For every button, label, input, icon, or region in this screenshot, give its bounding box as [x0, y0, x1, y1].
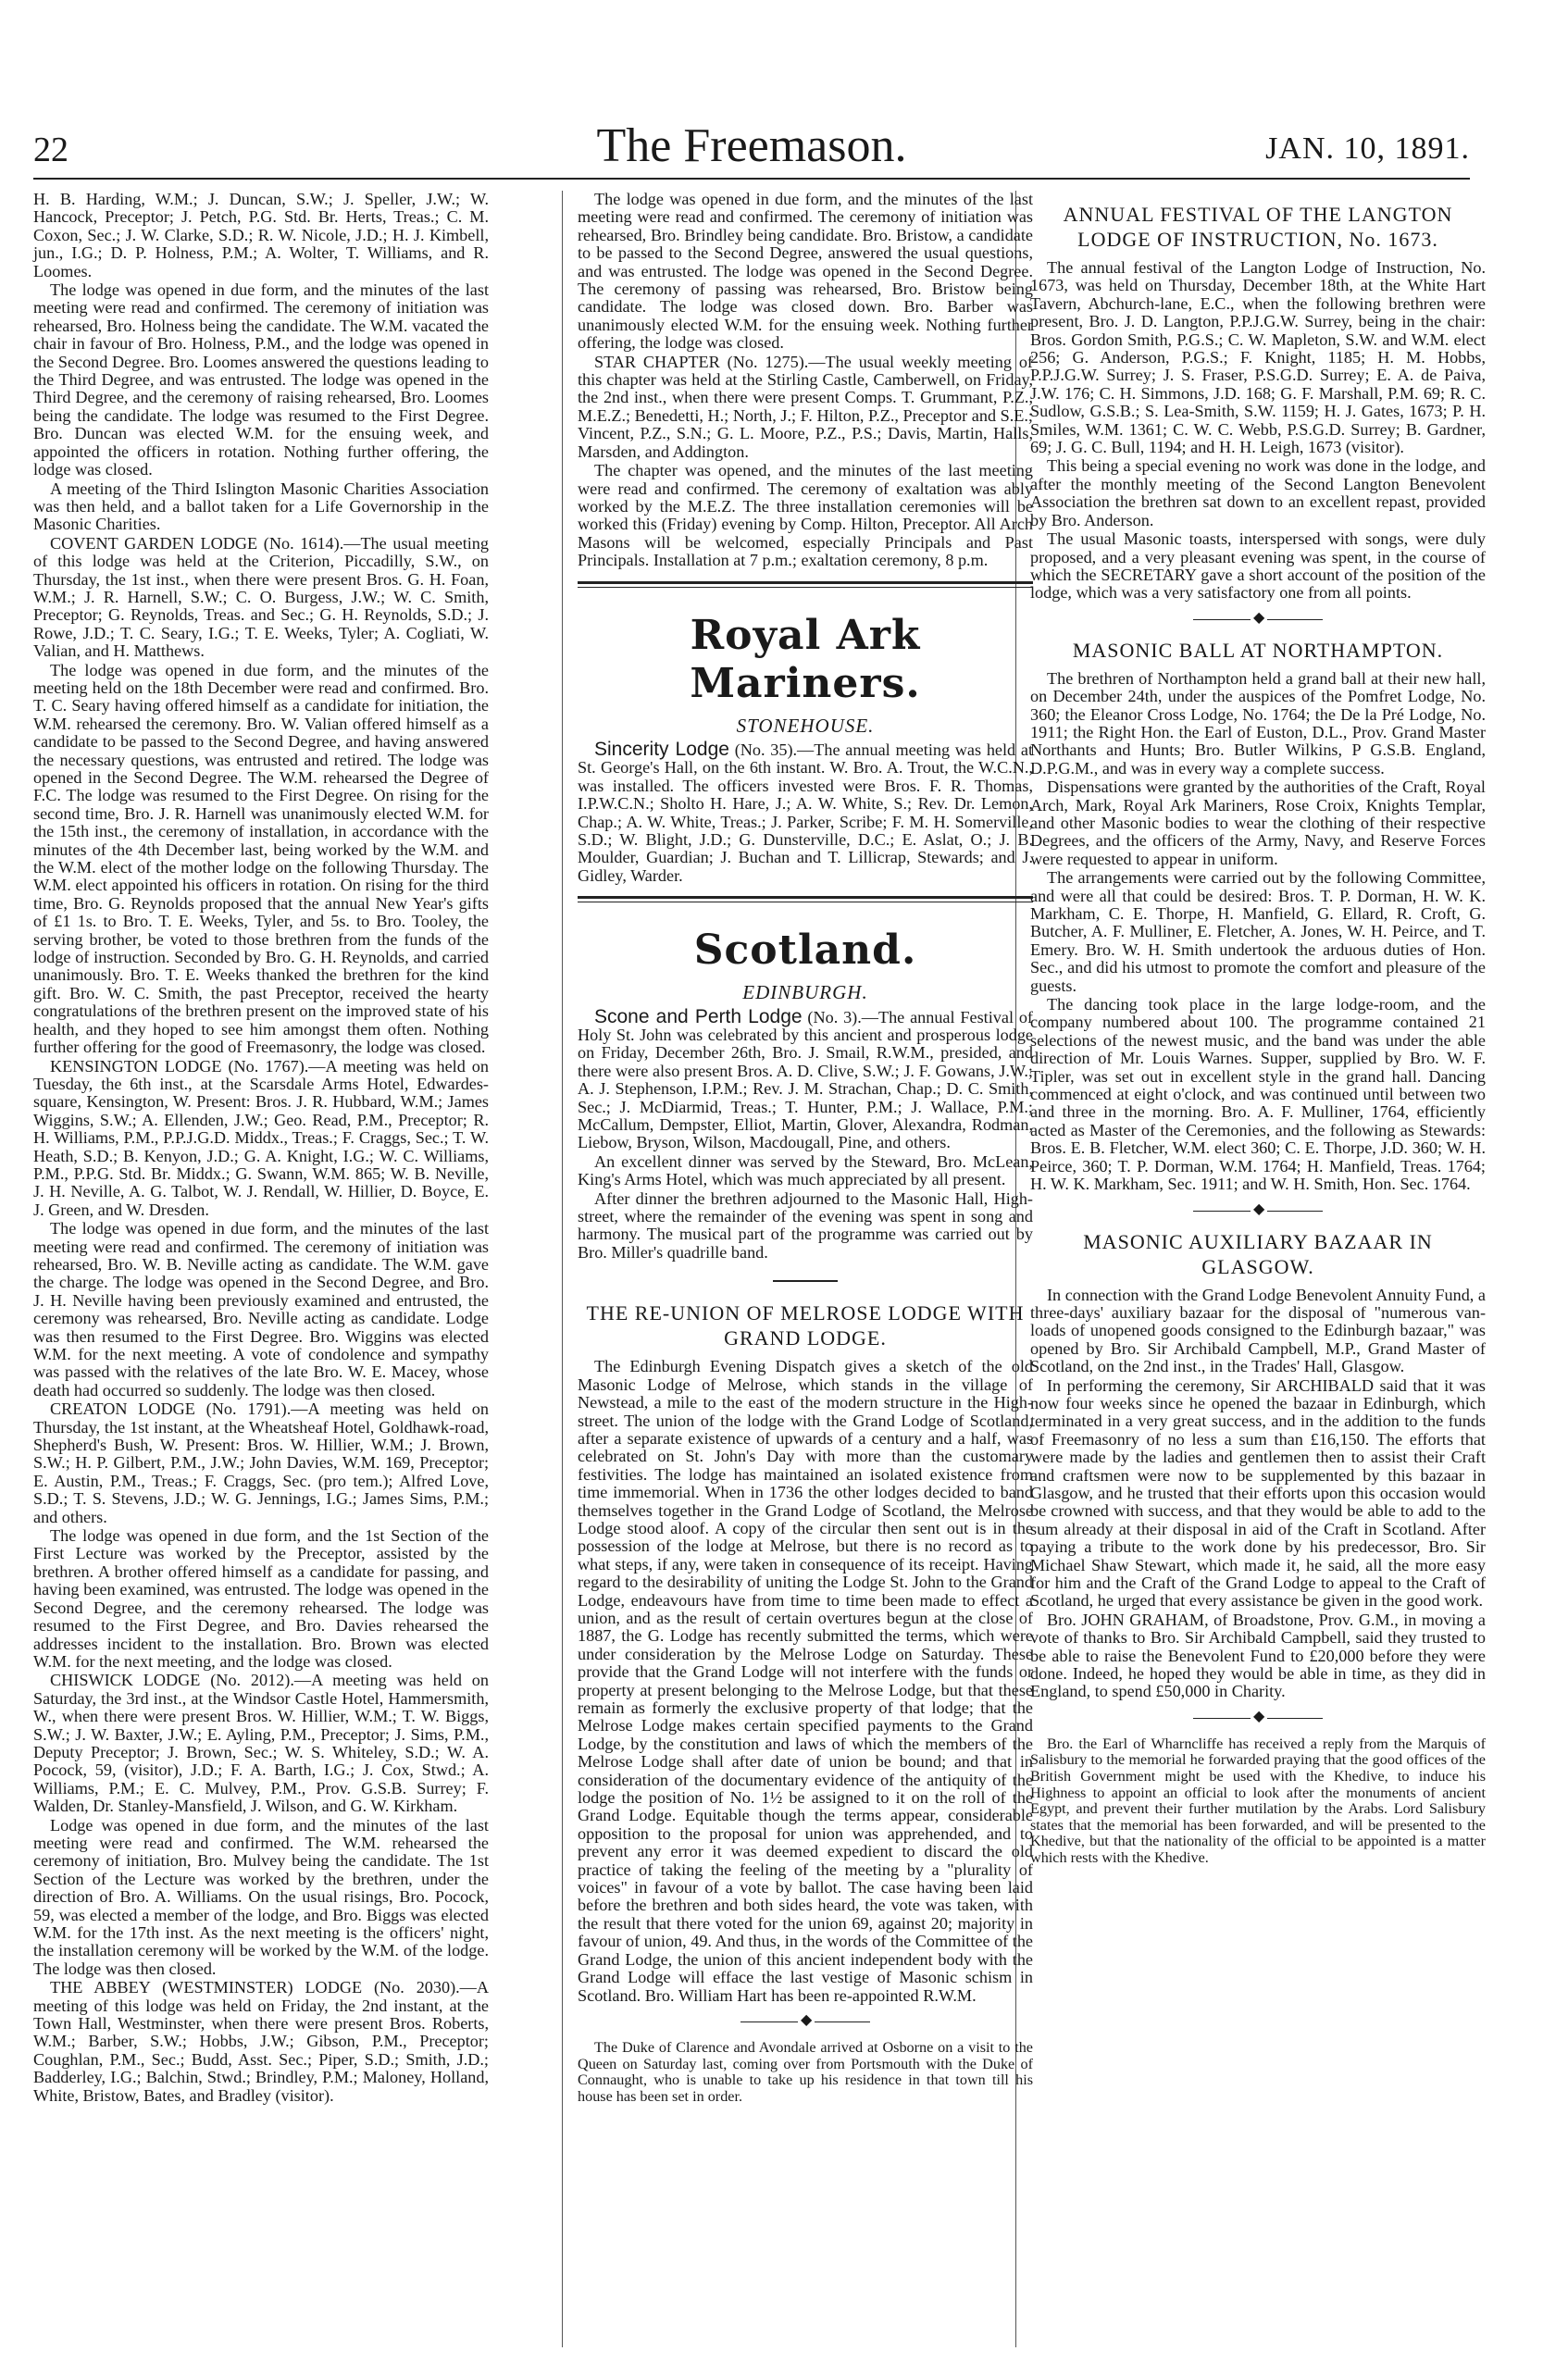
ornament-divider	[740, 2011, 870, 2028]
article-paragraph	[578, 740, 1033, 885]
article-paragraph: The lodge was opened in due form, and the minutes of the last meeting were read and confirmed. The ceremony of initiation was rehearsed, Bro. W. B. Neville acting as candidate. The W.M. gave the charge. The lodge was opened in the Second Degree, and Bro. J. H. Neville having been previously examined and entrusted, the ceremony was rehearsed, Bro. Neville acting as candidate. Lodge was then resumed to the First Degree. Bro. Wiggins was elected W.M. for the next meeting. A vote of condolence and sympathy was passed with the relatives of the late Bro. W. E. Macey, whose death had occurred so suddenly. The lodge was then closed.	[33, 1219, 489, 1399]
article-paragraph: In performing the ceremony, Sir ARCHIBALD said that it was now four weeks since he opened the bazaar in Edinburgh, which terminated in a very great success, and in the addition to the funds of Freemasonry of no less a sum than £16,150. The efforts that were made by the ladies and gentlemen then to assist their Craft and craftsmen were now to be supplemented by this bazaar in Glasgow, and he trusted that their efforts upon this occasion would be crowned with success, and that they would be able to add to the sum already at their disposal in aid of the Craft in Scotland. After paying a tribute to the work done by his predecessor, Bro. Sir Michael Shaw Stewart, which made it, he said, all the more easy for him and the Craft of the Grand Lodge to appeal to the Craft of Scotland, he urged that every assistance be given in the good work.	[1030, 1375, 1486, 1611]
article-paragraph: The brethren of Northampton held a grand ball at their new hall, on December 24th, under the auspices of the Pomfret Lodge, No. 360; the Eleanor Cross Lodge, No. 1764; the De la Pré Lodge, No. 1911; the Right Hon. the Earl of Euston, D.L., Prov. Grand Master Northants and Hunts; Bro. Butler Wilkins, P G.S.B. England, D.P.G.M., and was in every way a complete success.	[1030, 668, 1486, 777]
location-subheading: EDINBURGH.	[742, 981, 868, 1004]
location-subheading: STONEHOUSE.	[736, 714, 875, 737]
article-paragraph: In connection with the Grand Lodge Benevolent Annuity Fund, a three-days' auxiliary bazaar for the disposal of "numerous van-loads of unopened goods consigned to the Edinburgh bazaar," was opened by Bro. Sir Archibald Campbell, M.P., Grand Master of Scotland, on the 2nd inst., in the Trades' Hall, Glasgow.	[1030, 1285, 1486, 1376]
ornament-divider	[1193, 1708, 1323, 1724]
article-paragraph	[578, 1005, 1033, 1152]
masthead-rule	[33, 178, 1470, 180]
article-paragraph: This being a special evening no work was done in the lodge, and after the monthly meeting of the Second Langton Benevolent Association the brethren sat down to an excellent repast, provided by Bro. Anderson.	[1030, 456, 1486, 529]
diamond-icon: ◆	[1251, 609, 1267, 627]
ornament-divider	[1193, 1200, 1323, 1217]
article-paragraph: The chapter was opened, and the minutes of the last meeting were read and confirmed. The ceremony of exaltation was ably worked by the M.E.Z. The three installation ceremonies will be worked this (Friday) evening by Comp. Hilton, Preceptor. All Arch Masons will be welcomed, especially Principals and Past Principals. Installation at 7 p.m.; exaltation ceremony, 8 p.m.	[578, 461, 1033, 570]
lodge-name: Sincerity Lodge	[594, 738, 729, 760]
article-paragraph: The Duke of Clarence and Avondale arrived at Osborne on a visit to the Queen on Saturday last, coming over from Portsmouth with the Duke of Connaught, who is unable to take up his residence in that town till his house has been set in order.	[578, 2038, 1033, 2105]
article-paragraph: The usual Masonic toasts, interspersed with songs, were duly proposed, and a very pleasant evening was spent, in the course of which the SECRETARY gave a short account of the position of the lodge, which was a very satisfactory one from all points.	[1030, 529, 1486, 603]
article-paragraph: H. B. Harding, W.M.; J. Duncan, S.W.; J. Speller, J.W.; W. Hancock, Preceptor; J. Petch, P.G. Std. Br. Herts, Treas.; C. M. Coxon, Sec.; J. W. Clarke, S.D.; R. W. Nicole, J.D.; H. J. Kimbell, jun., I.G.; D. P. Holness, P.M.; A. Wolter, T. Williams, and R. Loomes.	[33, 190, 489, 280]
section-heading: ANNUAL FESTIVAL OF THE LANGTON LODGE OF INSTRUCTION, No. 1673.	[1063, 203, 1453, 251]
article-paragraph: The Edinburgh Evening Dispatch gives a sketch of the old Masonic Lodge of Melrose, which stands in the village of Newstead, a mile to the east of the modern structure in the High-street. The union of the lodge with the Grand Lodge of Scotland, after a separate existence of upwards of a century and a half, was celebrated on St. John's Day with more than the customary festivities. The lodge has maintained an isolated existence from time immemorial. When in 1736 the other lodges decided to band themselves together in the Grand Lodge of Scotland, the Melrose Lodge stood aloof. A copy of the circular then sent out is in the possession of the lodge at Melrose, but there is no record as to what steps, if any, were taken in consequence of its receipt. Having regard to the desirability of uniting the Lodge St. John to the Grand Lodge, endeavours have from time to time been made to effect a union, and as the result of certain overtures begun at the close of 1887, the G. Lodge has recently submitted the terms, which were under consideration by the Melrose Lodge on Saturday. These provide that the Grand Lodge will not interfere with the funds or property at present belonging to the Melrose Lodge, but that these remain as formerly the exclusive property of that lodge; that the Melrose Lodge makes certain specified payments to the Grand Lodge, by the constitution and laws of which the members of the Melrose Lodge shall after date of union be bound; and that in consideration of the documentary evidence of the antiquity of the lodge the position of No. 1½ be assigned to it on the roll of the Grand Lodge. Equitable though the terms appear, considerable opposition to the proposal for union was apprehended, and to prevent any error it was deemed expedient to discard the old practice of taking the feeling of the meeting by a "plurality of voices" in favour of a vote by ballot. The case having been laid before the brethren and both sides heard, the vote was taken, with the result that there voted for the union 69, against 20; majority in favour of union, 49. And thus, in the words of the Committee of the Grand Lodge, the union of this ancient independent body with the Grand Lodge will efface the last vestige of Masonic schism in Scotland. Bro. William Hart has been re-appointed R.W.M.	[578, 1357, 1034, 2005]
column-1	[33, 191, 489, 2106]
article-paragraph: After dinner the brethren adjourned to the Masonic Hall, High-street, where the remainder of the evening was spent in song and harmony. The musical part of the programme was carried out by Bro. Miller's quadrille band.	[578, 1188, 1033, 1262]
article-paragraph: The lodge was opened in due form, and the minutes of the meeting held on the 18th December were read and confirmed. Bro. T. C. Seary having offered himself as a candidate for initiation, the W.M. rehearsed the ceremony. Bro. W. Valian offered himself as a candidate to be passed to the Second Degree, and having answered the necessary questions, was entrusted and retired. The lodge was opened in the Second Degree. The W.M. rehearsed the Degree of F.C. The lodge was resumed to the First Degree. On rising for the second time, Bro. J. R. Harnell was unanimously elected W.M. for the 15th inst., the ceremony of installation, in accordance with the minutes of the 4th December last, being worked by the W.M. and the W.M. elect of the mother lodge on the following Thursday. The W.M. elect appointed his officers in rotation. On rising for the third time, Bro. G. Reynolds proposed that the annual New Year's gifts of £1 1s. to Bro. T. E. Weeks, Tyler, and 5s. to Bro. Tooley, the serving brother, be voted to those brethren from the funds of the lodge of instruction. Seconded by Bro. G. H. Reynolds, and carried unanimously. Bro. T. E. Weeks thanked the brethren for the kind gift. Bro. W. C. Smith, the past Preceptor, received the hearty congratulations of the brethren present on the improved state of his health, and they hoped to see him amongst them often. Nothing further offering for the good of Freemasonry, the lodge was closed.	[33, 660, 489, 1057]
article-paragraph: STAR CHAPTER (No. 1275).—The usual weekly meeting of this chapter was held at the Stirling Castle, Camberwell, on Friday, the 2nd inst., when there were present Comps. T. Grummant, P.Z., M.E.Z.; Benedetti, H.; North, J.; F. Hilton, P.Z., Preceptor and S.E.; Vincent, P.Z., S.N.; G. L. Moore, P.Z., P.S.; Davis, Martin, Halls, Marsden, and Addington.	[578, 352, 1033, 461]
diamond-icon: ◆	[798, 2011, 815, 2029]
article-paragraph: The lodge was opened in due form, and the 1st Section of the First Lecture was worked by the Preceptor, assisted by the brethren. A brother offered himself as a candidate for passing, and having been examined, was entrusted. The lodge was opened in the Second Degree, and the ceremony rehearsed. The lodge was resumed to the First Degree, and Bro. Davies rehearsed the addresses incident to the installation. Bro. Brown was elected W.M. for the next meeting, and the lodge was closed.	[33, 1526, 489, 1671]
article-paragraph: CREATON LODGE (No. 1791).—A meeting was held on Thursday, the 1st instant, at the Wheatsheaf Hotel, Goldhawk-road, Shepherd's Bush, W. Present: Bros. W. Hillier, W.M.; J. Brown, S.W.; H. P. Gilbert, P.M., J.W.; John Davies, W.M. 169, Preceptor; E. Austin, P.M., Treas.; F. Craggs, Sec. (pro tem.); Alfred Love, S.D.; T. S. Stevens, J.D.; W. G. Jennings, I.G.; James Sims, P.M.; and others.	[33, 1399, 489, 1526]
section-heading: MASONIC AUXILIARY BAZAAR IN GLASGOW.	[1083, 1229, 1433, 1278]
diamond-icon: ◆	[1251, 1200, 1267, 1218]
article-paragraph: The lodge was opened in due form, and the minutes of the last meeting were read and confirmed. The ceremony of initiation was rehearsed, Bro. Holness being the candidate. The W.M. vacated the chair in favour of Bro. Holness, P.M., and the lodge was opened in the Second Degree. Bro. Loomes answered the questions leading to the Third Degree, and was entrusted. The lodge was opened in the Third Degree, and the ceremony of raising rehearsed, Bro. Loomes being the candidate. The lodge was resumed to the First Degree. Bro. Duncan was elected W.M. for the ensuing week, and appointed the officers in rotation. Nothing further offering, the lodge was closed.	[33, 280, 489, 479]
issue-date: JAN. 10, 1891.	[1265, 131, 1470, 166]
ornament-divider	[1193, 609, 1323, 626]
masthead	[33, 119, 1470, 174]
short-rule	[773, 1280, 838, 1282]
article-paragraph: The annual festival of the Langton Lodge of Instruction, No. 1673, was held on Thursday, December 18th, at the White Hart Tavern, Abchurch-lane, E.C., when the following brethren were present, Bro. J. D. Langton, P.P.J.G.W. Surrey, being in the chair: Bros. Gordon Smith, P.G.S.; C. W. Mapleton, S.W. and W.M. elect 256; G. Anderson, P.G.S.; F. Knight, 1185; H. M. Hobbs, P.P.J.G.W. Surrey; J. S. Fraser, P.S.G.D. Surrey; E. A. de Paiva, J.W. 176; C. H. Simmons, J.D. 168; G. F. Marshall, P.M. 69; R. C. Sudlow, G.S.B.; S. Lea-Smith, S.W. 1159; H. J. Gates, 1673; P. H. Smiles, W.M. 1361; C. W. C. Webb, P.S.G.D. Surrey; B. Gardner, 69; J. G. C. Bull, 1194; and H. H. Leigh, 1673 (visitor).	[1030, 258, 1486, 457]
diamond-icon: ◆	[1251, 1708, 1267, 1725]
article-paragraph: The dancing took place in the large lodge-room, and the company numbered about 100. The programme contained 21 selections of the newest music, and the band was under the able direction of Mr. Louis Warnes. Supper, supplied by Bro. W. F. Tipler, was set out in excellent style in the grand hall. Dancing commenced at eight o'clock, and was continued until between two and three in the morning. Bro. A. F. Mulliner, 1764, efficiently acted as Master of the Ceremonies, and the following as Stewards: Bros. E. B. Fletcher, W.M. elect 360; C. E. Thorpe, J.D. 360; W. H. Peirce, 360; T. P. Dorman, W.M. 1764; H. Manfield, Treas. 1764; H. W. K. Markham, Sec. 1911; and W. H. Smith, Hon. Sec. 1764.	[1030, 995, 1486, 1194]
article-paragraph: The arrangements were carried out by the following Committee, and were all that could be desired: Bros. T. P. Dorman, H. W. K. Markham, C. E. Thorpe, H. Manfield, G. Ellard, R. Croft, G. Butcher, A. F. Mulliner, E. Fletcher, A. Jones, W. H. Peirce, and T. Emery. Bro. W. H. Smith undertook the arduous duties of Hon. Sec., and did his utmost to promote the comfort and pleasure of the guests.	[1030, 868, 1486, 995]
article-paragraph: A meeting of the Third Islington Masonic Charities Association was then held, and a ballot taken for a Life Governorship in the Masonic Charities.	[33, 479, 489, 534]
section-title: Scotland.	[693, 927, 917, 975]
lodge-name: Scone and Perth Lodge	[594, 1005, 803, 1027]
paragraph-text: (No. 35).—The annual meeting was held at St. George's Hall, on the 6th instant. W. Bro. A. Trout, the W.C.N., was installed. The officers invested were Bros. F. R. Thomas, I.P.W.C.N.; Sholto H. Hare, J.; A. W. White, S.; Rev. Dr. Lemon, Chap.; A. W. White, Treas.; J. Parker, Scribe; F. M. H. Somerville, S.D.; W. Blight, J.D.; G. Dunsterville, D.C.; E. Aslat, O.; J. B. Moulder, Guardian; J. Buchan and T. Lillicrap, Stewards; and J. Gidley, Warder.	[578, 740, 1033, 885]
section-heading: MASONIC BALL AT NORTHAMPTON.	[1072, 638, 1444, 662]
section-rule	[578, 896, 1033, 902]
article-paragraph: THE ABBEY (WESTMINSTER) LODGE (No. 2030).—A meeting of this lodge was held on Friday, the 2nd instant, at the Town Hall, Westminster, when there were present Bros. Roberts, W.M.; Barber, S.W.; Hobbs, J.W.; Gibson, P.M., Preceptor; Coughlan, P.M., Sec.; Budd, Asst. Sec.; Piper, S.D.; Smith, J.D.; Badderley, I.G.; Balchin, Stwd.; Brindley, P.M.; Maloney, Holland, White, Bristow, Bates, and Bradley (visitor).	[33, 1978, 489, 2105]
article-paragraph: COVENT GARDEN LODGE (No. 1614).—The usual meeting of this lodge was held at the Criterion, Piccadilly, S.W., on Thursday, the 1st inst., when there were present Bros. G. H. Foan, W.M.; J. R. Harnell, S.W.; C. O. Burgess, J.W.; W. C. Smith, Preceptor; G. Reynolds, Treas. and Sec.; G. H. Reynolds, S.D.; J. Rowe, J.D.; T. C. Seary, I.G.; T. E. Weeks, Tyler; A. Cogliati, W. Valian, and H. Matthews.	[33, 533, 489, 661]
article-paragraph: Bro. JOHN GRAHAM, of Broadstone, Prov. G.M., in moving a vote of thanks to Bro. Sir Archibald Campbell, said they trusted to be able to raise the Benevolent Fund to £20,000 before they were done. Indeed, he hoped they would be able in time, as they did in England, to spend £50,000 in Charity.	[1030, 1610, 1486, 1701]
page-number: 22	[33, 131, 68, 169]
column-2	[578, 191, 1033, 2106]
article-paragraph: CHISWICK LODGE (No. 2012).—A meeting was held on Saturday, the 3rd inst., at the Windsor Castle Hotel, Hammersmith, W., when there were present Bros. W. Hillier, W.M.; T. W. Biggs, S.W.; J. W. Baxter, J.W.; E. Ayling, P.M., Preceptor; J. Sims, P.M., Deputy Preceptor; J. Brown, Sec.; W. S. Whiteley, S.D.; W. A. Pocock, 59, (visitor), J.D.; F. A. Barth, I.G.; J. Cox, Stwd.; A. Williams, P.M.; E. C. Mulvey, P.M., Prov. G.S.B. Surrey; F. Walden, Dr. Stanley-Mansfield, J. Wilson, and G. W. Kirkham.	[33, 1671, 489, 1816]
column-3	[1030, 191, 1486, 1868]
article-paragraph: KENSINGTON LODGE (No. 1767).—A meeting was held on Tuesday, the 6th inst., at the Scarsdale Arms Hotel, Edwardes-square, Kensington, W. Present: Bros. J. R. Hubbard, W.M.; James Wiggins, S.W.; A. Ellenden, J.W.; Geo. Read, P.M., Preceptor; R. H. Williams, P.M., P.P.J.G.D. Middx., Treas.; F. Craggs, Sec.; T. W. Heath, S.D.; B. Kenyon, J.D.; G. A. Knight, I.G.; W. C. Williams, P.M., P.P.G. Std. Br. Middx.; G. Swann, W.M. 865; W. B. Neville, J. H. Neville, A. G. Talbot, W. J. Rendall, W. Hillier, D. Boyce, E. J. Green, and W. Dresden.	[33, 1056, 489, 1219]
section-title: Royal Ark Mariners.	[690, 611, 921, 707]
publication-title: The Freemason.	[596, 119, 907, 172]
column-divider	[562, 191, 563, 2347]
section-rule	[578, 581, 1033, 588]
section-heading: THE RE-UNION OF MELROSE LODGE WITH GRAND LODGE.	[586, 1301, 1025, 1350]
article-paragraph: Lodge was opened in due form, and the minutes of the last meeting were read and confirmed. The W.M. rehearsed the ceremony of initiation, Bro. Mulvey being the candidate. The 1st Section of the Lecture was worked by the brethren, under the direction of Bro. A. Williams. On the usual risings, Bro. Pocock, 59, was elected a member of the lodge, and Bro. Biggs was elected W.M. for the 17th inst. As the next meeting is the officers' night, the installation ceremony will be worked by the W.M. of the lodge. The lodge was then closed.	[33, 1815, 489, 1978]
paragraph-text: (No. 3).—The annual Festival of Holy St. John was celebrated by this ancient and prosperous lodge on Friday, December 26th, Bro. J. Smail, R.W.M., presided, and there were also present Bros. A. D. Clive, S.W.; J. F. Gowans, J.W.; A. J. Stephenson, I.P.M.; Rev. J. M. Strachan, Chap.; D. C. Smith, Sec.; J. McDiarmid, Treas.; T. Hunter, P.M.; J. Wallace, P.M.; McCallum, Dempster, Elliot, Martin, Glover, Alexandra, Rodman, Liebow, Bryson, Wilson, Macdougall, Pine, and others.	[578, 1007, 1033, 1152]
article-paragraph: Bro. the Earl of Wharncliffe has received a reply from the Marquis of Salisbury to the memorial he forwarded praying that the good offices of the British Government might be used with the Khedive, to induce his Highness to appoint an official to look after the monuments of ancient Egypt, and prevent their further mutilation by the Arabs. Lord Salisbury states that the memorial has been forwarded, and will be presented to the Khedive, but that the nationality of the official to be appointed is a matter which rests with the Khedive.	[1030, 1735, 1486, 1866]
article-paragraph: Dispensations were granted by the authorities of the Craft, Royal Arch, Mark, Royal Ark Mariners, Rose Croix, Knights Templar, and other Masonic bodies to wear the clothing of their respective Degrees, and the officers of the Army, Navy, and Reserve Forces were requested to appear in uniform.	[1030, 777, 1486, 868]
article-paragraph: An excellent dinner was served by the Steward, Bro. McLean, King's Arms Hotel, which was much appreciated by all present.	[578, 1151, 1033, 1189]
article-paragraph: The lodge was opened in due form, and the minutes of the last meeting were read and confirmed. The ceremony of initiation was rehearsed, Bro. Brindley being candidate. Bro. Bristow, a candidate to be passed to the Second Degree, answered the usual questions, and was entrusted. The lodge was opened in the Second Degree. The ceremony of passing was rehearsed, Bro. Bristow being candidate. The lodge was closed down. Bro. Barber was unanimously elected W.M. for the ensuing week. Nothing further offering, the lodge was closed.	[578, 190, 1033, 353]
